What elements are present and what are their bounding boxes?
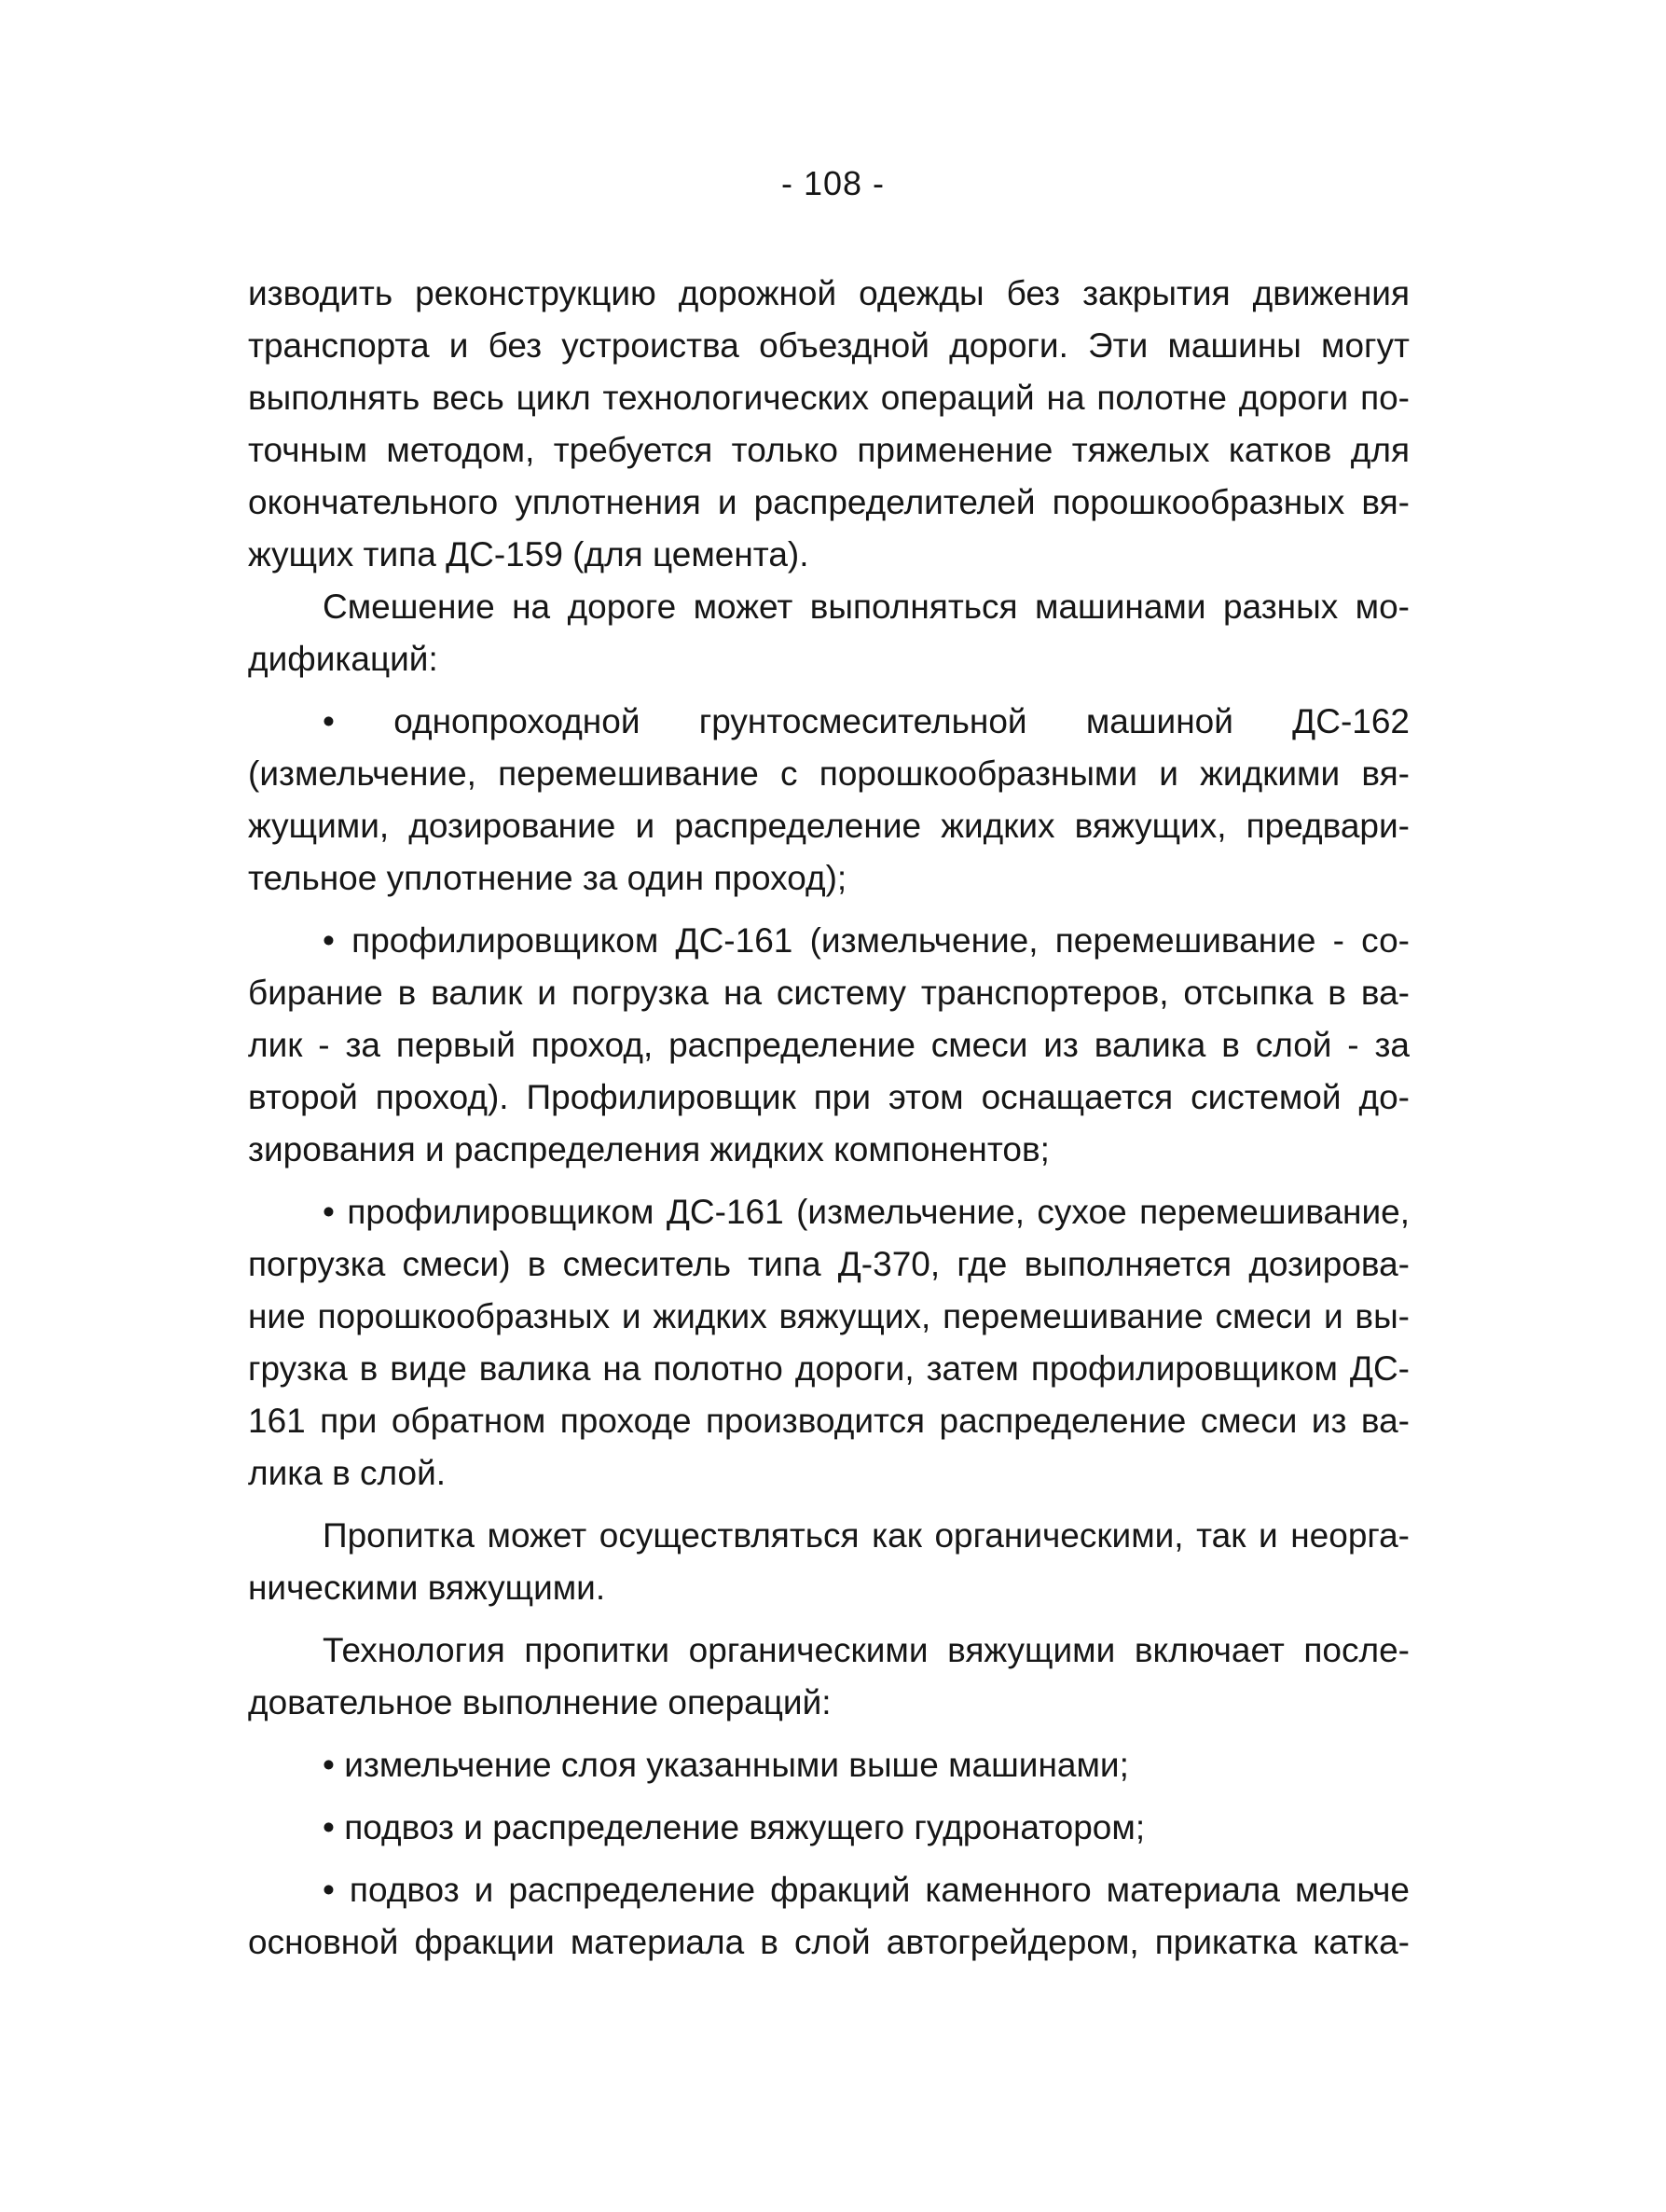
text-line: • измельчение слоя указанными выше машинами; — [323, 1746, 1129, 1784]
text-line: ние порошкообразных и жидких вяжущих, перемешивание смеси и вы- — [248, 1297, 1410, 1335]
text-line: жущими, дозирование и распределение жидких вяжущих, предвари- — [248, 807, 1410, 845]
text-line: погрузка смеси) в смеситель типа Д-370, где выполняется дозирова- — [248, 1245, 1410, 1283]
text-line: ническими вяжущими. — [248, 1569, 606, 1607]
page-number: - 108 - — [780, 164, 886, 202]
text-line: • подвоз и распределение фракций каменного материала мельче — [323, 1871, 1410, 1909]
text-line: 161 при обратном проходе производится распределение смеси из ва- — [248, 1402, 1410, 1440]
text-line: • однопроходной грунтосмесительной машиной ДС-162 — [323, 702, 1410, 740]
text-line: лик - за первый проход, распределение смеси из валика в слой - за — [248, 1026, 1410, 1064]
text-line: • профилировщиком ДС-161 (измельчение, перемешивание - со- — [323, 921, 1410, 960]
text-line: Смешение на дороге может выполняться машинами разных мо- — [323, 588, 1410, 626]
text-line: основной фракции материала в слой автогрейдером, прикатка катка- — [248, 1923, 1410, 1961]
text-line: довательное выполнение операций: — [248, 1683, 832, 1721]
text-line: выполнять весь цикл технологических операций на полотне дороги по- — [248, 379, 1410, 417]
text-line: жущих типа ДС-159 (для цемента). — [248, 535, 809, 574]
text-line: дификаций: — [248, 640, 438, 678]
text-line: окончательного уплотнения и распределителей порошкообразных вя- — [248, 483, 1410, 521]
text-line: • подвоз и распределение вяжущего гудронатором; — [323, 1808, 1146, 1846]
text-line: бирание в валик и погрузка на систему транспортеров, отсыпка в ва- — [248, 974, 1410, 1012]
text-line: Пропитка может осуществляться как органическими, так и неорга- — [323, 1516, 1410, 1555]
text-line: (измельчение, перемешивание с порошкообразными и жидкими вя- — [248, 754, 1410, 793]
text-line: транспорта и без устроиства объездной дороги. Эти машины могут — [248, 326, 1410, 365]
text-line: лика в слой. — [248, 1454, 447, 1492]
text-line: грузка в виде валика на полотно дороги, затем профилировщиком ДС- — [248, 1349, 1410, 1388]
text-line: Технология пропитки органическими вяжущими включает после- — [323, 1631, 1410, 1669]
text-line: тельное уплотнение за один проход); — [248, 859, 847, 897]
text-line: второй проход). Профилировщик при этом оснащается системой до- — [248, 1078, 1410, 1116]
text-line: • профилировщиком ДС-161 (измельчение, сухое перемешивание, — [323, 1193, 1410, 1231]
text-line: точным методом, требуется только применение тяжелых катков для — [248, 431, 1410, 469]
text-line: изводить реконструкцию дорожной одежды без закрытия движения — [248, 274, 1410, 312]
text-line: зирования и распределения жидких компонентов; — [248, 1130, 1050, 1168]
